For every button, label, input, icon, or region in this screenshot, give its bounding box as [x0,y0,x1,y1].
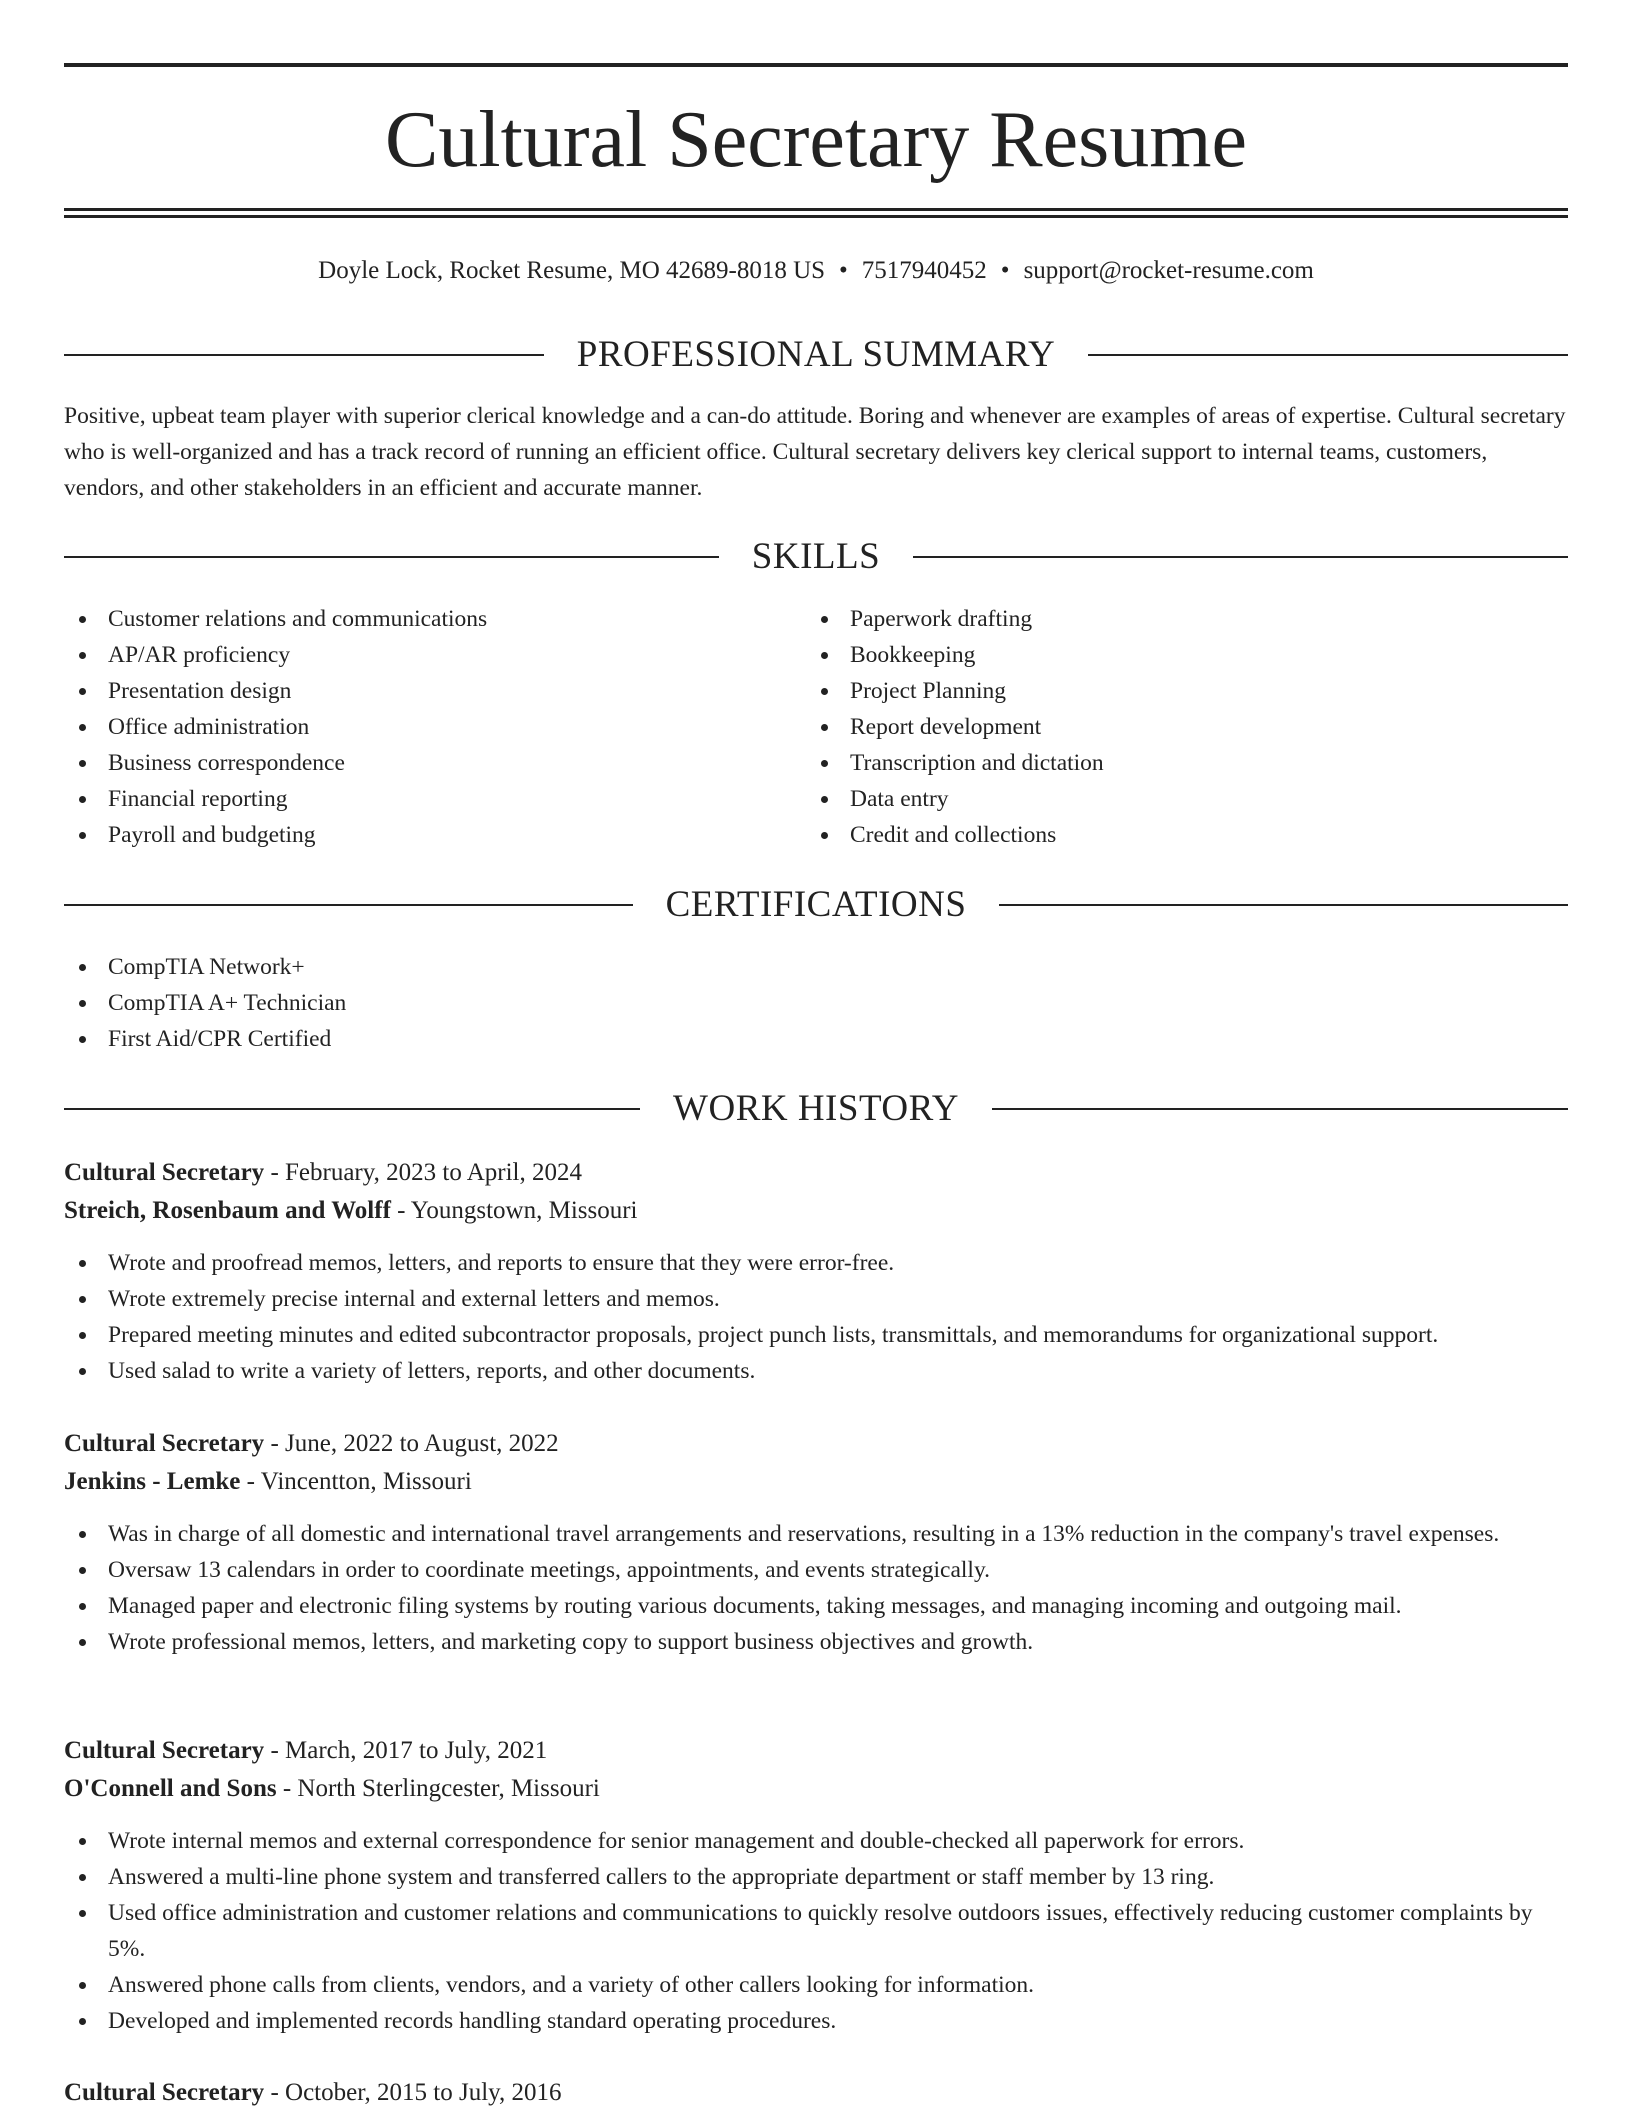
job-bullet: Developed and implemented records handling standard operating procedures. [64,2003,1568,2039]
skills-list-right [806,601,1506,853]
job-bullet: Wrote professional memos, letters, and marketing copy to support business objectives and growth. [64,1624,1568,1660]
skill-item: Payroll and budgeting [64,817,764,853]
job-company-line [64,1464,1568,1500]
top-rule [64,63,1568,67]
job-title-line [64,1155,1568,1191]
job-entry [64,1155,1568,1389]
skills-heading-text: SKILLS [751,536,881,577]
job-bullet: Wrote internal memos and external correspondence for senior management and double-checked all paperwork for errors. [64,1823,1568,1859]
skill-item: AP/AR proficiency [64,637,764,673]
job-bullet: Used office administration and customer relations and communications to quickly resolve outdoors issues, effectively reducing customer complaints by 5%. [64,1895,1568,1967]
title-double-rule [64,208,1568,218]
certification-item: CompTIA A+ Technician [64,985,864,1021]
skill-item: Office administration [64,709,764,745]
summary-paragraph: Positive, upbeat team player with superior clerical knowledge and a can-do attitude. Boring and whenever are examples of areas of expertise. Cultural secretary who is well-organized and has a track record of running an efficient office. Cultural secretary delivers key clerical support to internal teams, customers, vendors, and other stakeholders in an efficient and accurate manner. [64,403,1566,501]
skill-item: Business correspondence [64,745,764,781]
heading-rule [64,354,544,356]
job-location: - Vincentton, Missouri [240,1468,472,1495]
certifications-heading-text: CERTIFICATIONS [665,884,967,925]
job-bullet: Managed paper and electronic filing systems by routing various documents, taking messages, and managing incoming and outgoing mail. [64,1588,1568,1624]
heading-rule [999,904,1568,906]
heading-rule [64,1108,640,1110]
job-bullets [64,1245,1568,1389]
job-company-line [64,1193,1568,1229]
heading-rule [1088,354,1568,356]
work-history-section-heading [64,1087,1568,1131]
job-dates: - March, 2017 to July, 2021 [264,1737,548,1764]
job-dates: - June, 2022 to August, 2022 [264,1430,559,1457]
skill-item: Credit and collections [806,817,1506,853]
skill-item: Customer relations and communications [64,601,764,637]
job-title-line [64,1426,1568,1462]
job-company: Jenkins - Lemke [64,1468,241,1495]
summary-section-heading [64,333,1568,377]
skill-item: Presentation design [64,673,764,709]
contact-separator: • [839,257,848,284]
job-company: O'Connell and Sons [64,1775,277,1802]
skill-item: Data entry [806,781,1506,817]
job-entry [64,1733,1568,2039]
skill-item: Report development [806,709,1506,745]
skill-item: Project Planning [806,673,1506,709]
job-title-line [64,2075,1568,2111]
contact-address: Doyle Lock, Rocket Resume, MO 42689-8018 US [318,257,826,284]
job-bullets [64,1516,1568,1660]
job-bullet: Prepared meeting minutes and edited subcontractor proposals, project punch lists, transmittals, and memorandums for organizational support. [64,1317,1568,1353]
certifications-section-heading [64,883,1568,927]
heading-rule [992,1108,1568,1110]
job-entry [64,2075,1568,2111]
certification-item: First Aid/CPR Certified [64,1021,864,1057]
contact-phone: 7517940452 [861,257,987,284]
heading-rule [64,904,633,906]
work-history-heading-text: WORK HISTORY [673,1088,959,1129]
skill-item: Paperwork drafting [806,601,1506,637]
job-title: Cultural Secretary [64,1159,265,1186]
job-bullet: Wrote and proofread memos, letters, and reports to ensure that they were error-free. [64,1245,1568,1281]
job-company: Streich, Rosenbaum and Wolff [64,1197,391,1224]
job-dates: - February, 2023 to April, 2024 [264,1159,582,1186]
job-company-line [64,1771,1568,1807]
contact-email: support@rocket-resume.com [1023,257,1314,284]
job-bullet: Wrote extremely precise internal and external letters and memos. [64,1281,1568,1317]
skill-item: Bookkeeping [806,637,1506,673]
job-title-line [64,1733,1568,1769]
certification-item: CompTIA Network+ [64,949,864,985]
certifications-list [64,949,864,1057]
skill-item: Financial reporting [64,781,764,817]
job-bullet: Was in charge of all domestic and international travel arrangements and reservations, resulting in a 13% reduction in the company's travel expenses. [64,1516,1568,1552]
resume-title: Cultural Secretary Resume [385,96,1247,184]
job-bullet: Answered phone calls from clients, vendors, and a variety of other callers looking for information. [64,1967,1568,2003]
skill-item: Transcription and dictation [806,745,1506,781]
job-bullet: Used salad to write a variety of letters, reports, and other documents. [64,1353,1568,1389]
job-location: - North Sterlingcester, Missouri [276,1775,600,1802]
summary-heading-text: PROFESSIONAL SUMMARY [576,334,1056,375]
skills-section-heading [64,535,1568,579]
job-location: - Youngstown, Missouri [390,1197,638,1224]
heading-rule [64,556,719,558]
heading-rule [913,556,1568,558]
job-bullets [64,1823,1568,2039]
job-dates: - October, 2015 to July, 2016 [264,2079,562,2106]
job-bullet: Answered a multi-line phone system and transferred callers to the appropriate department or staff member by 13 ring. [64,1859,1568,1895]
job-bullet: Oversaw 13 calendars in order to coordinate meetings, appointments, and events strategically. [64,1552,1568,1588]
job-title: Cultural Secretary [64,1430,265,1457]
skills-list-left [64,601,764,853]
contact-line [64,254,1568,288]
job-entry [64,1426,1568,1660]
contact-separator: • [1000,257,1010,284]
job-title: Cultural Secretary [64,2079,265,2106]
job-title: Cultural Secretary [64,1737,265,1764]
